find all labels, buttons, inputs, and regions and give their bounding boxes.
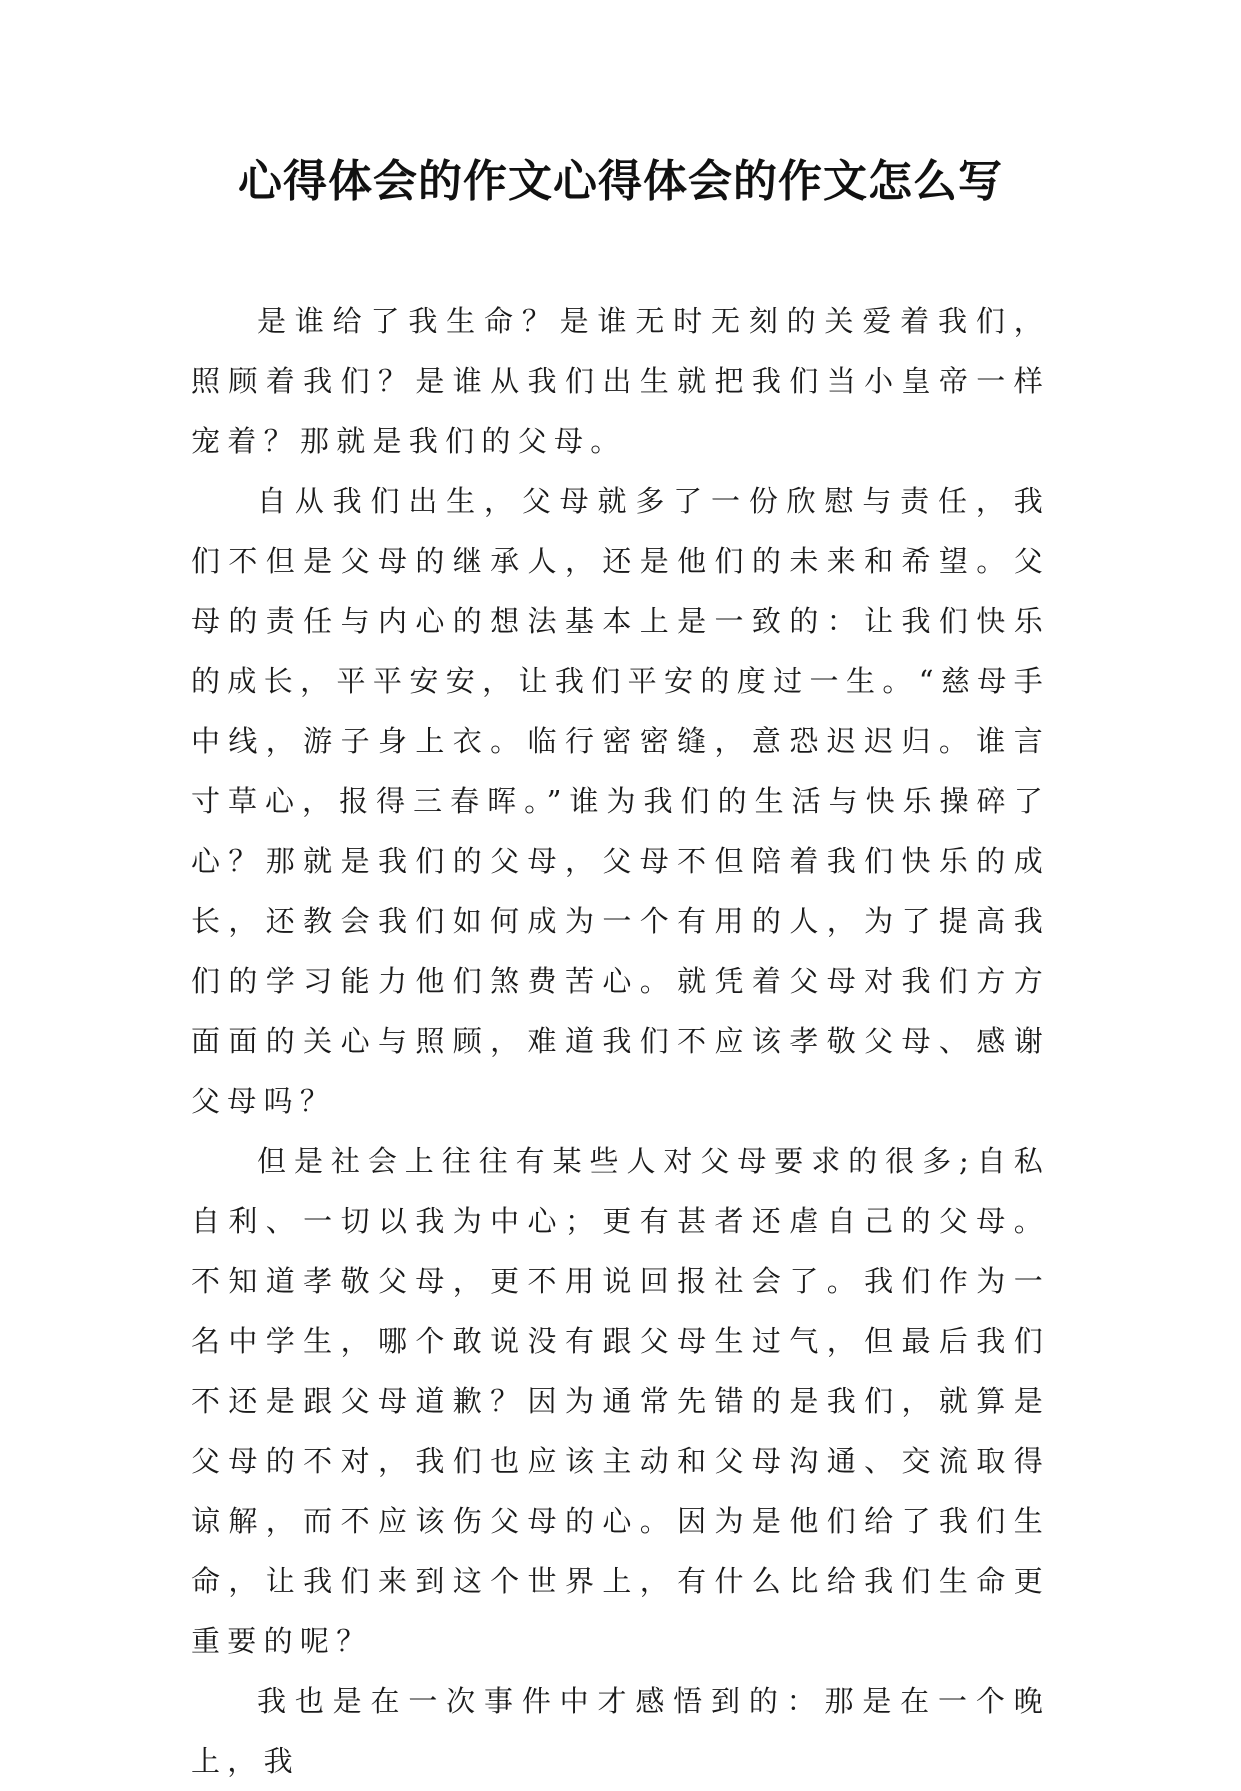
document-title: 心得体会的作文心得体会的作文怎么写 [238,156,1003,207]
document-body [191,291,1050,1791]
paragraph-1: 是谁给了我生命？是谁无时无刻的关爱着我们，照顾着我们？是谁从我们出生就把我们当小皇帝一样宠着？那就是我们的父母。 [191,304,1050,458]
paragraph-3: 但是社会上往往有某些人对父母要求的很多;自私自利、一切以我为中心；更有甚者还虐自己的父母。不知道孝敬父母，更不用说回报社会了。我们作为一名中学生，哪个敢说没有跟父母生过气，但最后我们不还是跟父母道歉？因为通常先错的是我们，就算是父母的不对，我们也应该主动和父母沟通、交流取得谅解，而不应该伤父母的心。因为是他们给了我们生命，让我们来到这个世界上，有什么比给我们生命更重要的呢？ [191,1144,1050,1658]
paragraph-4: 我也是在一次事件中才感悟到的：那是在一个晚上，我 [191,1684,1050,1778]
paragraph-2: 自从我们出生，父母就多了一份欣慰与责任，我们不但是父母的继承人，还是他们的未来和希望。父母的责任与内心的想法基本上是一致的：让我们快乐的成长，平平安安，让我们平安的度过一生。“慈母手中线，游子身上衣。临行密密缝，意恐迟迟归。谁言寸草心，报得三春晖。”谁为我们的生活与快乐操碎了心？那就是我们的父母，父母不但陪着我们快乐的成长，还教会我们如何成为一个有用的人，为了提高我们的学习能力他们煞费苦心。就凭着父母对我们方方面面的关心与照顾，难道我们不应该孝敬父母、感谢父母吗？ [191,484,1050,1118]
